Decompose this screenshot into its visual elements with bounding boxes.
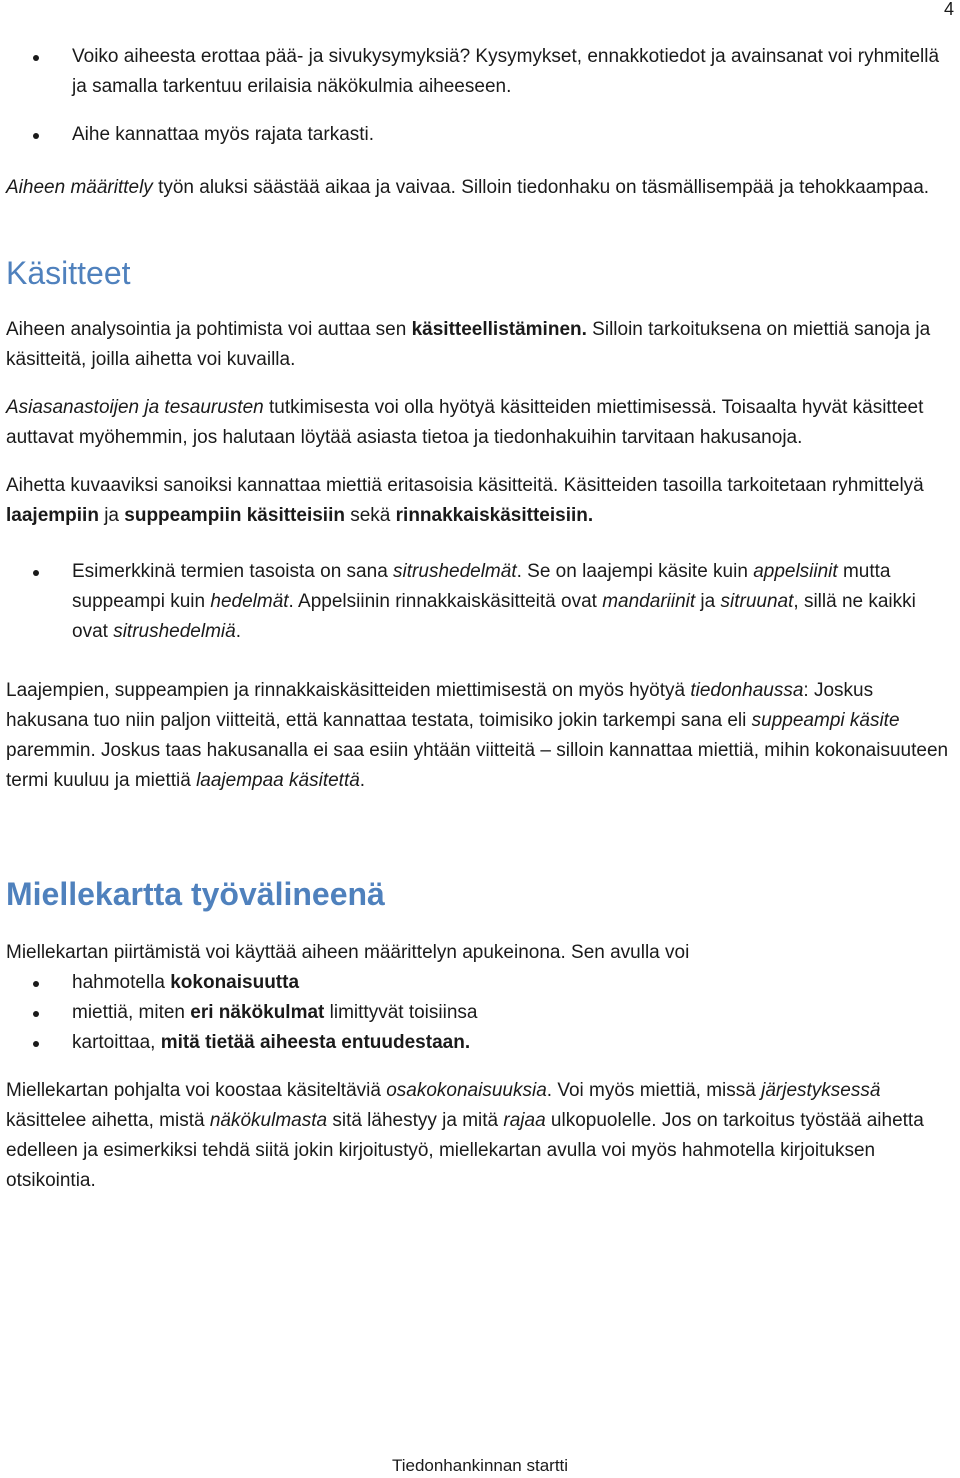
bold-term: kokonaisuutta xyxy=(170,972,300,993)
text-run: . Voi myös miettiä, missä xyxy=(546,1080,762,1101)
italic-term: laajempaa käsitettä xyxy=(196,770,360,791)
section-heading-kasitteet: Käsitteet xyxy=(6,255,131,291)
text-run: sekä xyxy=(344,505,396,526)
bold-term: laajempiin xyxy=(6,505,99,526)
text-run: työn aluksi säästää aikaa ja vaivaa. Silloin tiedonhaku on täsmällisempää ja tehokkaampaa. xyxy=(152,177,930,198)
text-run: ja xyxy=(98,505,125,526)
paragraph xyxy=(6,676,956,796)
section-heading-miellekartta: Miellekartta työvälineenä xyxy=(6,876,385,912)
italic-term: sitruunat xyxy=(720,591,794,612)
italic-term: tiedonhaussa xyxy=(690,680,804,701)
text-run: paremmin. Joskus taas hakusanalla ei saa esiin yhtään viitteitä – silloin kannattaa miettiä, mihin kokonaisuuteen termi kuuluu ja miettiä xyxy=(6,740,949,791)
text-run: : Joskus hakusana tuo niin paljon viitteitä, että kannattaa testata, toimisiko jokin tarkempi sana eli xyxy=(6,680,874,731)
page-content xyxy=(6,42,956,1196)
page-number: 4 xyxy=(943,0,954,19)
bold-term: suppeampiin käsitteisiin xyxy=(124,505,345,526)
list-item xyxy=(6,998,956,1028)
italic-term: appelsiinit xyxy=(753,561,838,582)
bold-term: käsitteellistäminen. xyxy=(411,319,587,340)
text-run: ja xyxy=(695,591,721,612)
text-run: käsittelee aihetta, mistä xyxy=(6,1110,210,1131)
mindmap-bullet-list xyxy=(6,968,956,1058)
bullet-text: Voiko aiheesta erottaa pää- ja sivukysymyksiä? Kysymykset, ennakkotiedot ja avainsanat voi ryhmitellä ja samalla tarkentuu erilaisia näkökulmia aiheeseen. xyxy=(72,46,940,97)
italic-term: näkökulmasta xyxy=(209,1110,328,1131)
bold-term: mitä tietää aiheesta entuudestaan. xyxy=(160,1032,471,1053)
example-bullet-list xyxy=(6,557,956,647)
list-item xyxy=(6,557,956,647)
intro-bullet-list xyxy=(6,42,956,150)
italic-term: rajaa xyxy=(503,1110,546,1131)
bold-term: rinnakkaiskäsitteisiin. xyxy=(395,505,594,526)
list-item xyxy=(6,120,956,150)
paragraph xyxy=(6,1076,956,1196)
italic-term: hedelmät xyxy=(210,591,289,612)
intro-paragraph xyxy=(6,173,956,203)
paragraph xyxy=(6,315,956,375)
text-run: miettiä, miten xyxy=(72,1002,191,1023)
list-item xyxy=(6,1028,956,1058)
italic-term: järjestyksessä xyxy=(761,1080,881,1101)
text-run: sitä lähestyy ja mitä xyxy=(327,1110,504,1131)
paragraph xyxy=(6,471,956,531)
text-run: Esimerkkinä termien tasoista on sana xyxy=(72,561,394,582)
italic-term: Aiheen määrittely xyxy=(6,177,153,198)
text-run: . xyxy=(359,770,366,791)
text-run: kartoittaa, xyxy=(72,1032,161,1053)
text-run: limittyvät toisiinsa xyxy=(324,1002,478,1023)
paragraph: Miellekartan piirtämistä voi käyttää aiheen määrittelyn apukeinona. Sen avulla voi xyxy=(6,942,690,963)
italic-term: osakokonaisuuksia xyxy=(386,1080,547,1101)
text-run: . xyxy=(235,621,241,642)
text-run: Miellekartan pohjalta voi koostaa käsiteltäviä xyxy=(6,1080,387,1101)
italic-term: mandariinit xyxy=(602,591,696,612)
text-run: , sillä ne kaikki ovat xyxy=(72,591,916,642)
text-run: Aiheen analysointia ja pohtimista voi auttaa sen xyxy=(6,319,412,340)
text-run: tutkimisesta voi olla hyötyä käsitteiden miettimisessä. Toisaalta hyvät käsitteet auttavat myöhemmin, jos halutaan löytää asiasta tietoa ja tiedonhakuihin tarvitaan hakusanoja. xyxy=(6,397,924,448)
list-item xyxy=(6,42,956,102)
text-run: Laajempien, suppeampien ja rinnakkaiskäsitteiden miettimisestä on myös hyötyä xyxy=(6,680,691,701)
italic-term: Asiasanastoijen ja tesaurusten xyxy=(6,397,264,418)
italic-term: suppeampi käsite xyxy=(751,710,900,731)
paragraph xyxy=(6,393,956,453)
text-run: Aihetta kuvaaviksi sanoiksi kannattaa miettiä eritasoisia käsitteitä. Käsitteiden tasoilla tarkoitetaan ryhmittelyä xyxy=(6,475,924,496)
text-run: . Appelsiinin rinnakkaiskäsitteitä ovat xyxy=(288,591,603,612)
text-run: mutta suppeampi kuin xyxy=(72,561,891,612)
text-run: Silloin tarkoituksena on miettiä sanoja ja käsitteitä, joilla aihetta voi kuvailla. xyxy=(6,319,931,370)
bold-term: eri näkökulmat xyxy=(190,1002,325,1023)
text-run: hahmotella xyxy=(72,972,171,993)
italic-term: sitrushedelmät xyxy=(393,561,517,582)
page-footer: Tiedonhankinnan startti xyxy=(391,1456,569,1475)
list-item xyxy=(6,968,956,998)
text-run: ulkopuolelle. Jos on tarkoitus työstää aihetta edelleen ja esimerkiksi tehdä siitä jokin kirjoitustyö, miellekartan avulla voi myös hahmotella kirjoituksen otsikointia. xyxy=(6,1110,924,1191)
italic-term: sitrushedelmiä xyxy=(113,621,236,642)
text-run: . Se on laajempi käsite kuin xyxy=(516,561,754,582)
bullet-text: Aihe kannattaa myös rajata tarkasti. xyxy=(72,124,375,145)
